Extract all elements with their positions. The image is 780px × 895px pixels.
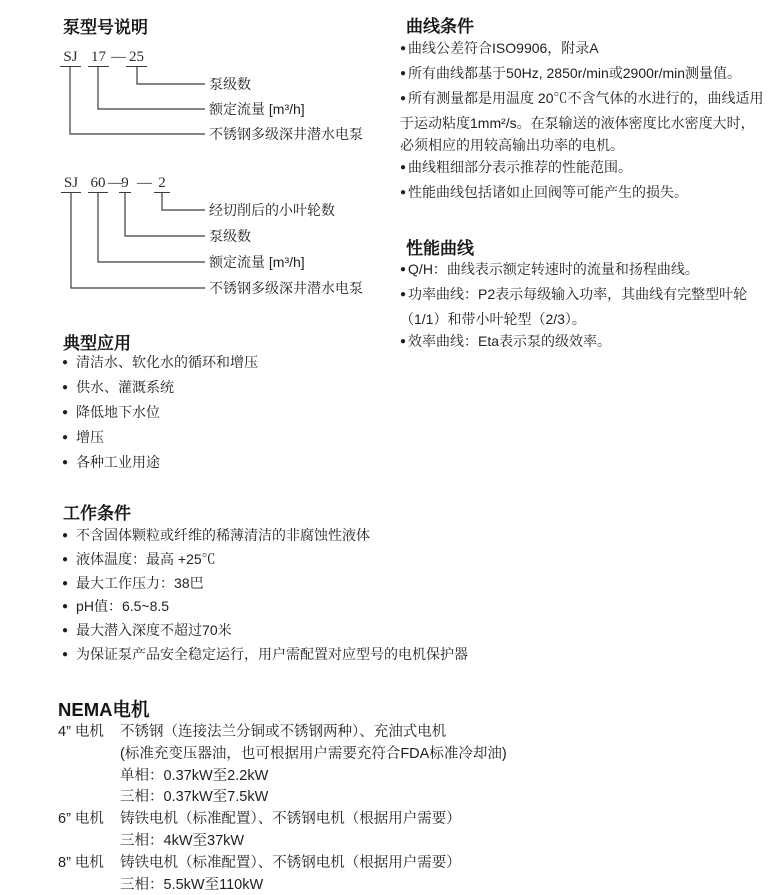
model-code-flow: 17 bbox=[88, 50, 109, 67]
diagram-label-series: 不锈钢多级深井潜水电泵 bbox=[209, 280, 363, 296]
list-item: ● Q/H：曲线表示额定转速时的流量和扬程曲线。 bbox=[400, 258, 768, 283]
motor-spec-line: 三相：5.5kW至110kW bbox=[120, 876, 264, 893]
connector-line bbox=[162, 193, 205, 210]
model-code-dash: — bbox=[137, 175, 152, 191]
motor-size-label-spacer bbox=[58, 787, 120, 809]
diagram-label-flow: 额定流量 [m³/h] bbox=[209, 101, 305, 117]
model-code-flow: 60 bbox=[88, 176, 108, 193]
list-item: ● 所有曲线都基于50Hz, 2850r/min或2900r/min测量值。 bbox=[400, 62, 768, 87]
list-item: ● 最大工作压力：38巴 bbox=[62, 573, 702, 597]
connector-line bbox=[98, 67, 205, 109]
performance-curves-heading: 性能曲线 bbox=[406, 239, 474, 258]
list-item: ● 性能曲线包括诸如止回阀等可能产生的损失。 bbox=[400, 181, 768, 206]
nema-motors-table bbox=[58, 722, 738, 895]
diagram-label-trimmed-impellers: 经切削后的小叶轮数 bbox=[209, 202, 335, 218]
model-code-dash: — bbox=[111, 49, 126, 65]
diagram-label-stages: 泵级数 bbox=[209, 228, 251, 244]
list-item: ● 为保证泵产品安全稳定运行，用户需配置对应型号的电机保护器 bbox=[62, 644, 702, 668]
list-item: ● 效率曲线：Eta表示泵的级效率。 bbox=[400, 330, 768, 355]
model-code-series: SJ bbox=[61, 176, 81, 193]
curve-conditions-list bbox=[400, 37, 768, 206]
list-item: ● 曲线公差符合ISO9906，附录A bbox=[400, 37, 768, 62]
connector-line bbox=[125, 193, 205, 236]
connector-line bbox=[71, 193, 205, 288]
motor-size-label-spacer bbox=[58, 766, 120, 788]
connector-line bbox=[70, 67, 205, 134]
model-section-heading: 泵型号说明 bbox=[63, 18, 148, 37]
list-item: ● 液体温度：最高 +25℃ bbox=[62, 549, 702, 573]
curve-conditions-heading: 曲线条件 bbox=[406, 17, 474, 36]
model-code-trimmed-impellers: 2 bbox=[154, 176, 170, 193]
working-conditions-heading: 工作条件 bbox=[63, 504, 131, 523]
list-item: ● 清洁水、软化水的循环和增压 bbox=[62, 351, 392, 376]
list-item: ● 曲线粗细部分表示推荐的性能范围。 bbox=[400, 156, 768, 181]
diagram-label-series: 不锈钢多级深井潜水电泵 bbox=[209, 126, 363, 142]
typical-applications-heading: 典型应用 bbox=[63, 334, 131, 353]
motor-size-label-spacer bbox=[58, 744, 120, 766]
motor-spec-line: (标准充变压器油，也可根据用户需要充符合FDA标准冷却油) bbox=[120, 745, 507, 762]
motor-spec-line: 铸铁电机（标准配置）、不锈钢电机（根据用户需要） bbox=[120, 854, 461, 871]
model-code-stages: 9 bbox=[119, 176, 131, 193]
working-conditions-list bbox=[62, 525, 702, 668]
model-code-stages: 25 bbox=[126, 50, 147, 67]
motor-size-label-spacer bbox=[58, 875, 120, 895]
diagram-label-stages: 泵级数 bbox=[209, 76, 251, 92]
performance-curves-list bbox=[400, 258, 768, 355]
list-item: ● 功率曲线：P2表示每级输入功率，其曲线有完整型叶轮（1/1）和带小叶轮型（2/3）。 bbox=[400, 283, 768, 330]
connector-line bbox=[137, 67, 205, 84]
list-item: ● 最大潜入深度不超过70米 bbox=[62, 620, 702, 644]
model-code-series: SJ bbox=[60, 50, 81, 67]
motor-spec-line: 三相：4kW至37kW bbox=[120, 832, 245, 849]
motor-spec-line: 单相：0.37kW至2.2kW bbox=[120, 767, 269, 784]
connector-line bbox=[98, 193, 205, 262]
pump-model-diagram-1 bbox=[60, 50, 400, 145]
list-item: ● pH值：6.5~8.5 bbox=[62, 596, 702, 620]
motor-spec-line: 不锈钢（连接法兰分铜或不锈钢两种）、充油式电机 bbox=[120, 724, 447, 740]
model-code-dash: — bbox=[108, 175, 123, 191]
diagram-label-flow: 额定流量 [m³/h] bbox=[209, 254, 305, 270]
motor-size-label: 6” 电机 bbox=[58, 811, 104, 828]
pump-model-diagram-2 bbox=[60, 176, 400, 301]
motor-spec-line: 铸铁电机（标准配置）、不锈钢电机（根据用户需要） bbox=[120, 811, 461, 828]
list-item: ● 各种工业用途 bbox=[62, 451, 392, 476]
list-item: ● 所有测量都是用温度 20℃不含气体的水进行的，曲线适用于运动粘度1mm²/s。在泵输送的液体密度比水密度大时，必须相应的用较高输出功率的电机。 bbox=[400, 87, 768, 156]
motor-size-label-spacer bbox=[58, 831, 120, 853]
list-item: ● 降低地下水位 bbox=[62, 401, 392, 426]
motor-size-label: 4” 电机 bbox=[58, 724, 104, 740]
nema-motors-heading: NEMA电机 bbox=[58, 699, 150, 720]
list-item: ● 不含固体颗粒或纤维的稀薄清洁的非腐蚀性液体 bbox=[62, 525, 702, 549]
motor-spec-line: 三相：0.37kW至7.5kW bbox=[120, 789, 269, 806]
typical-applications-list bbox=[62, 351, 392, 476]
motor-size-label: 8” 电机 bbox=[58, 854, 104, 871]
list-item: ● 供水、灌溉系统 bbox=[62, 376, 392, 401]
list-item: ● 增压 bbox=[62, 426, 392, 451]
